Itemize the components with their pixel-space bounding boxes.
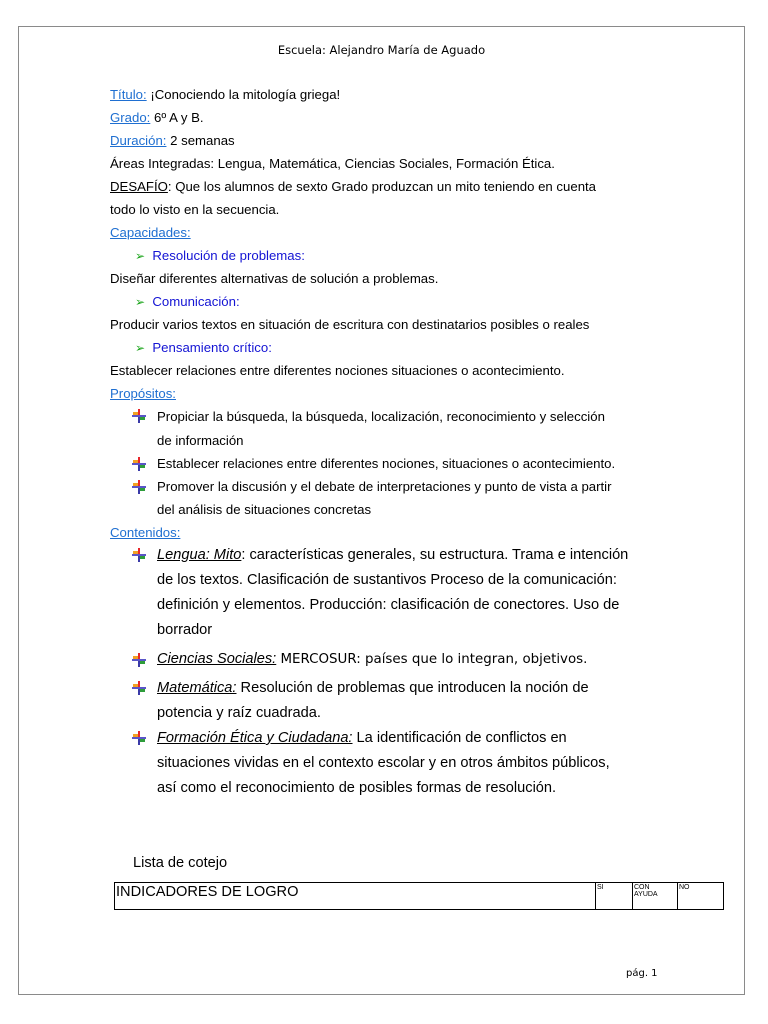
capacidad-desc: Producir varios textos en situación de escritura con destinatarios posibles o reales bbox=[110, 317, 590, 332]
arrow-bullet-icon: ➢ bbox=[135, 341, 146, 355]
proposito-line: Promover la discusión y el debate de interpretaciones y punto de vista a partir bbox=[157, 479, 612, 494]
lengua-text: : características generales, su estructura. Trama e intención bbox=[241, 547, 629, 563]
desafio-label: DESAFÍO bbox=[110, 179, 168, 194]
propositos-heading: Propósitos: bbox=[110, 386, 176, 401]
proposito-line: de información bbox=[157, 433, 244, 448]
marker-bullet-icon bbox=[132, 731, 146, 745]
proposito-line: Establecer relaciones entre diferentes nociones, situaciones o acontecimiento. bbox=[157, 456, 616, 471]
capacidad-title: Resolución de problemas: bbox=[152, 248, 305, 263]
sociales-text: MERCOSUR: países que lo integran, objetivos. bbox=[276, 652, 588, 667]
marker-bullet-icon bbox=[132, 681, 146, 695]
desafio-text-2: todo lo visto en la secuencia. bbox=[110, 202, 280, 217]
con-ayuda-line1: CON bbox=[634, 884, 650, 891]
proposito-line: Propiciar la búsqueda, la búsqueda, localización, reconocimiento y selección bbox=[157, 409, 605, 424]
contenido-matematica bbox=[157, 681, 589, 696]
titulo-line bbox=[110, 88, 340, 101]
marker-bullet-icon bbox=[132, 480, 146, 494]
lengua-text: de los textos. Clasificación de sustantivos Proceso de la comunicación: bbox=[157, 572, 617, 588]
lengua-text: borrador bbox=[157, 622, 213, 638]
marker-bullet-icon bbox=[132, 409, 146, 423]
capacidad-title: Pensamiento crítico: bbox=[152, 340, 272, 355]
arrow-bullet-icon: ➢ bbox=[135, 295, 146, 309]
capacidades-heading: Capacidades: bbox=[110, 225, 191, 240]
col-con-ayuda-header bbox=[632, 883, 677, 909]
titulo-value: ¡Conociendo la mitología griega! bbox=[150, 87, 341, 102]
grado-line bbox=[110, 111, 204, 124]
etica-label: Formación Ética y Ciudadana: bbox=[157, 730, 353, 746]
lengua-label: Lengua: Mito bbox=[157, 547, 242, 563]
grado-label: Grado: bbox=[110, 110, 151, 125]
etica-text: La identificación de conflictos en bbox=[352, 730, 567, 746]
contenido-sociales bbox=[157, 652, 587, 667]
etica-text: situaciones vividas en el contexto escolar y en otros ámbitos públicos, bbox=[157, 755, 610, 771]
capacidad-desc: Diseñar diferentes alternativas de solución a problemas. bbox=[110, 271, 439, 286]
matematica-text: Resolución de problemas que introducen la noción de bbox=[236, 680, 589, 696]
document-page bbox=[18, 26, 745, 995]
marker-bullet-icon bbox=[132, 457, 146, 471]
contenido-etica bbox=[157, 731, 567, 746]
arrow-bullet-icon: ➢ bbox=[135, 249, 146, 263]
duracion-label: Duración: bbox=[110, 133, 167, 148]
page-number: pág. 1 bbox=[626, 968, 658, 979]
col-indicadores-header: INDICADORES DE LOGRO bbox=[116, 884, 299, 900]
matematica-text: potencia y raíz cuadrada. bbox=[157, 705, 321, 721]
titulo-label: Título: bbox=[110, 87, 147, 102]
col-si-header: SI bbox=[595, 883, 632, 909]
capacidad-item bbox=[135, 249, 305, 262]
sociales-label: Ciencias Sociales: bbox=[157, 651, 277, 667]
capacidad-desc: Establecer relaciones entre diferentes nociones situaciones o acontecimiento. bbox=[110, 363, 565, 378]
lista-cotejo-title: Lista de cotejo bbox=[133, 855, 228, 871]
marker-bullet-icon bbox=[132, 548, 146, 562]
areas-line: Áreas Integradas: Lengua, Matemática, Ciencias Sociales, Formación Ética. bbox=[110, 156, 555, 171]
duracion-line bbox=[110, 134, 235, 147]
capacidad-item bbox=[135, 341, 272, 354]
con-ayuda-line2: AYUDA bbox=[634, 891, 658, 898]
contenidos-heading: Contenidos: bbox=[110, 525, 181, 540]
grado-value: 6º A y B. bbox=[154, 110, 204, 125]
school-header: Escuela: Alejandro María de Aguado bbox=[277, 43, 486, 57]
lengua-text: definición y elementos. Producción: clasificación de conectores. Uso de bbox=[157, 597, 620, 613]
capacidad-title: Comunicación: bbox=[152, 294, 240, 309]
contenido-lengua bbox=[157, 548, 628, 563]
matematica-label: Matemática: bbox=[157, 680, 237, 696]
proposito-line: del análisis de situaciones concretas bbox=[157, 502, 372, 517]
etica-text: así como el reconocimiento de posibles formas de resolución. bbox=[157, 780, 557, 796]
col-no-header: NO bbox=[677, 883, 723, 909]
capacidad-item bbox=[135, 295, 240, 308]
duracion-value: 2 semanas bbox=[170, 133, 235, 148]
desafio-text-1: : Que los alumnos de sexto Grado produzcan un mito teniendo en cuenta bbox=[167, 179, 597, 194]
lista-cotejo-table bbox=[114, 882, 724, 910]
desafio-line bbox=[110, 180, 596, 193]
marker-bullet-icon bbox=[132, 653, 146, 667]
